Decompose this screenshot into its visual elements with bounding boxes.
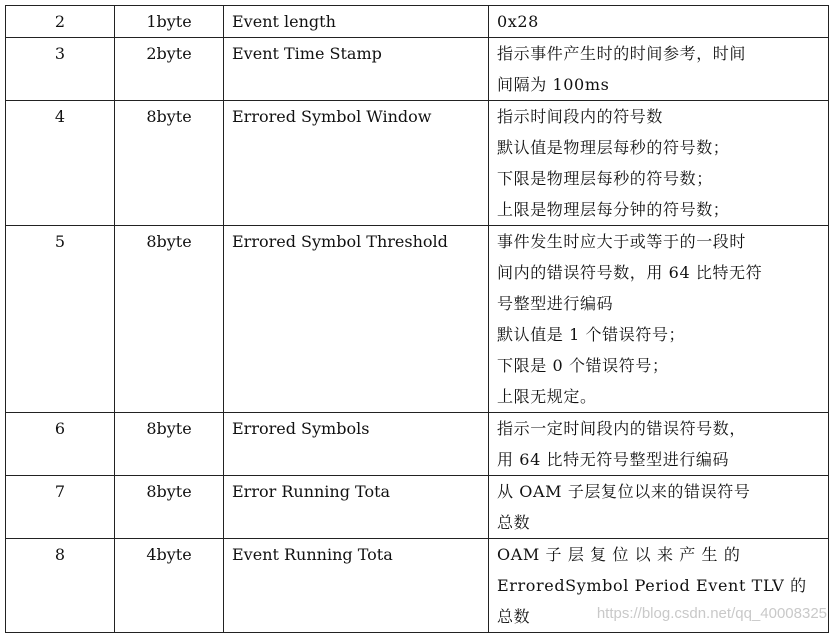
row-field-name: Event length xyxy=(224,6,489,38)
row-index: 5 xyxy=(6,226,115,413)
row-size: 8byte xyxy=(115,101,224,226)
description-line: 下限是 0 个错误符号； xyxy=(497,356,669,375)
description-line: 间隔为 100ms xyxy=(497,75,610,94)
table-row xyxy=(6,226,829,413)
description-line: ErroredSymbol Period Event TLV 的 xyxy=(497,576,807,595)
row-size: 8byte xyxy=(115,226,224,413)
row-field-name: Errored Symbols xyxy=(224,413,489,476)
row-index: 3 xyxy=(6,38,115,101)
row-index: 7 xyxy=(6,476,115,539)
description-line: 指示一定时间段内的错误符号数， xyxy=(497,419,747,438)
row-size: 2byte xyxy=(115,38,224,101)
description-line: 号整型进行编码 xyxy=(497,294,614,313)
table-row xyxy=(6,476,829,539)
description-line: 事件发生时应大于或等于的一段时 xyxy=(497,232,747,251)
row-index: 2 xyxy=(6,6,115,38)
description-line: 指示事件产生时的时间参考，时间 xyxy=(497,44,747,63)
description-line: 总数 xyxy=(497,513,531,532)
description-line: 默认值是 1 个错误符号； xyxy=(497,325,686,344)
row-size: 8byte xyxy=(115,476,224,539)
description-line: 指示时间段内的符号数 xyxy=(497,107,664,126)
description-line: 用 64 比特无符号整型进行编码 xyxy=(497,450,730,469)
description-line: 下限是物理层每秒的符号数； xyxy=(497,169,713,188)
row-size: 4byte xyxy=(115,539,224,633)
table-row xyxy=(6,38,829,101)
description-line: OAM 子 层 复 位 以 来 产 生 的 xyxy=(497,545,741,564)
table-row xyxy=(6,539,829,633)
table-row xyxy=(6,413,829,476)
row-index: 4 xyxy=(6,101,115,226)
row-field-name: Event Time Stamp xyxy=(224,38,489,101)
description-line: 0x28 xyxy=(497,12,539,31)
row-field-name: Errored Symbol Window xyxy=(224,101,489,226)
description-line: 从 OAM 子层复位以来的错误符号 xyxy=(497,482,751,501)
row-size: 1byte xyxy=(115,6,224,38)
row-description xyxy=(489,413,829,476)
row-description xyxy=(489,226,829,413)
description-line: 上限是物理层每分钟的符号数； xyxy=(497,200,730,219)
row-index: 6 xyxy=(6,413,115,476)
row-size: 8byte xyxy=(115,413,224,476)
row-field-name: Error Running Tota xyxy=(224,476,489,539)
row-description xyxy=(489,6,829,38)
description-line: 间内的错误符号数，用 64 比特无符 xyxy=(497,263,763,282)
description-line: 总数 xyxy=(497,607,531,626)
row-description xyxy=(489,476,829,539)
table-row xyxy=(6,101,829,226)
row-index: 8 xyxy=(6,539,115,633)
row-description xyxy=(489,539,829,633)
row-field-name: Event Running Tota xyxy=(224,539,489,633)
row-field-name: Errored Symbol Threshold xyxy=(224,226,489,413)
row-description xyxy=(489,101,829,226)
watermark-text: https://blog.csdn.net/qq_40008325 xyxy=(596,605,827,622)
table-body xyxy=(6,6,829,633)
description-line: 上限无规定。 xyxy=(497,387,597,406)
row-description xyxy=(489,38,829,101)
description-line: 默认值是物理层每秒的符号数； xyxy=(497,138,730,157)
table-row xyxy=(6,6,829,38)
event-tlv-table xyxy=(5,5,829,633)
